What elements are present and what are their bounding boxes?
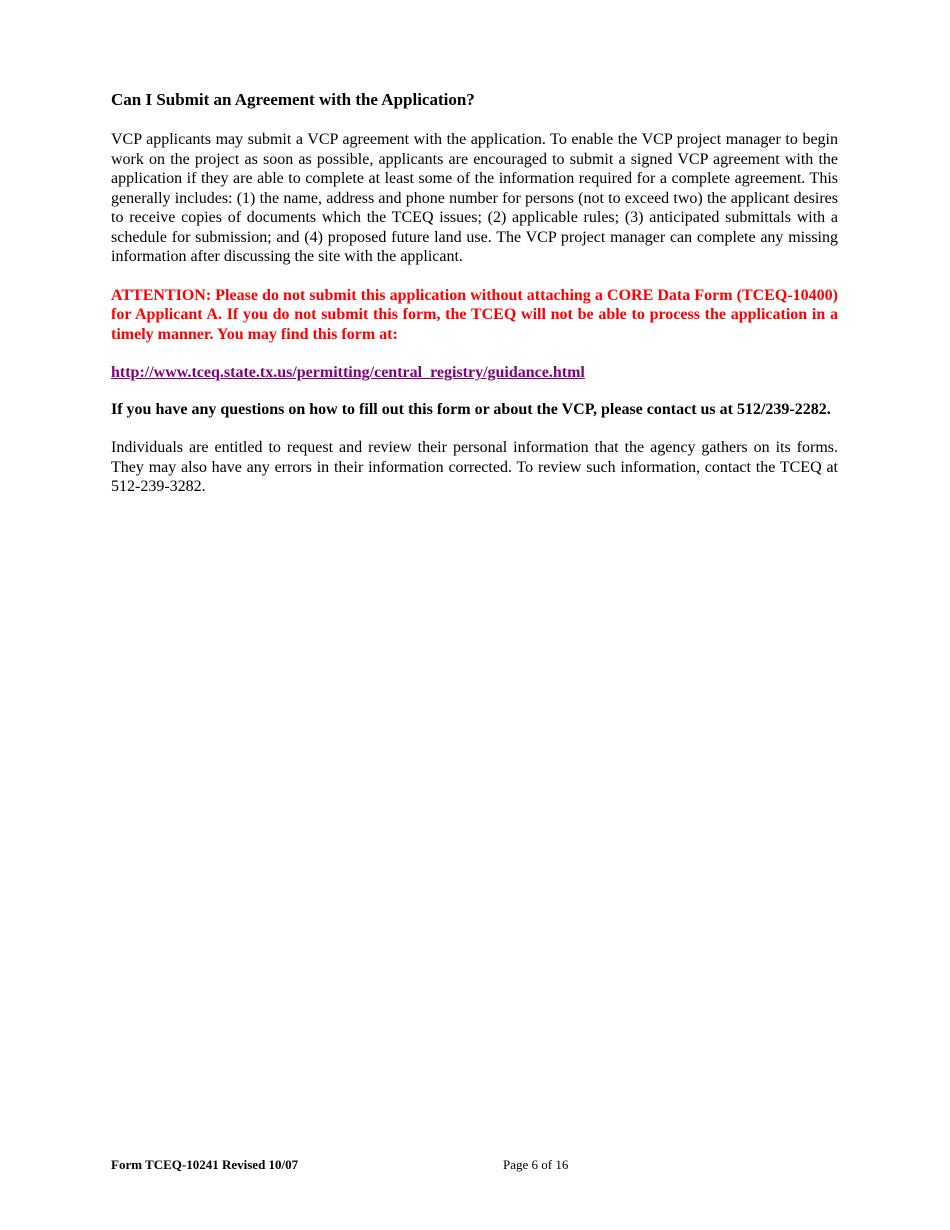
intro-paragraph: VCP applicants may submit a VCP agreement with the application. To enable the VCP project manager to begin work on the project as soon as possible, applicants are encouraged to submit a signed VCP agreement with the application if they are able to complete at least some of the information required for a complete agreement. This generally includes: (1) the name, address and phone number for persons (not to exceed two) the applicant desires to receive copies of documents which the TCEQ issues; (2) applicable rules; (3) anticipated submittals with a schedule for submission; and (4) proposed future land use. The VCP project manager can complete any missing information after discussing the site with the applicant. <box>111 131 838 265</box>
guidance-link[interactable]: http://www.tceq.state.tx.us/permitting/central_registry/guidance.html <box>111 364 585 381</box>
contact-paragraph: If you have any questions on how to fill out this form or about the VCP, please contact us at 512/239-2282. <box>111 400 831 418</box>
page-number: Page 6 of 16 <box>503 1157 569 1172</box>
form-id: Form TCEQ-10241 Revised 10/07 <box>111 1157 299 1172</box>
section-heading: Can I Submit an Agreement with the Application? <box>111 90 475 109</box>
page-content <box>111 88 838 497</box>
attention-notice: ATTENTION: Please do not submit this application without attaching a CORE Data Form (TCEQ-10400) for Applicant A. If you do not submit this form, the TCEQ will not be able to process the application in a timely manner. You may find this form at: <box>111 286 838 343</box>
guidance-link-paragraph <box>111 363 838 383</box>
page-footer <box>111 1157 838 1173</box>
privacy-paragraph: Individuals are entitled to request and review their personal information that the agency gathers on its forms. They may also have any errors in their information corrected. To review such information, contact the TCEQ at 512-239-3282. <box>111 439 838 495</box>
